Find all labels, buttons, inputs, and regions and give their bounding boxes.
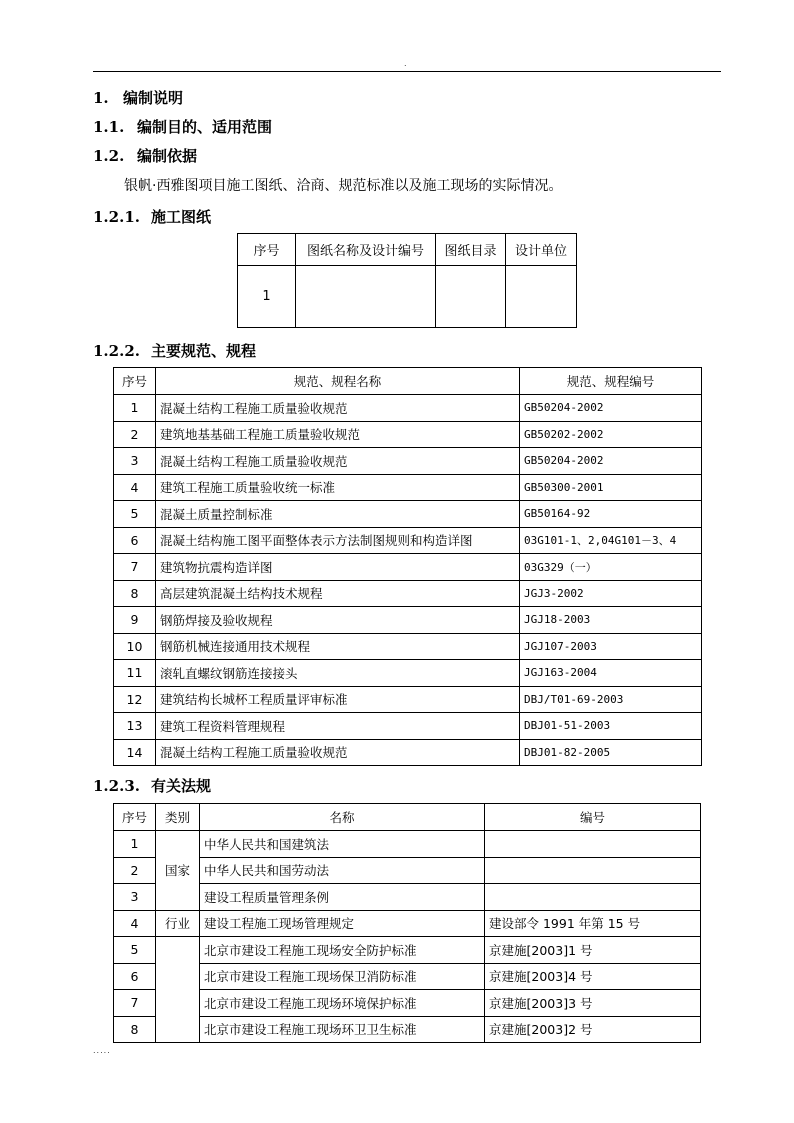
- cell-index: 3: [114, 884, 156, 911]
- cell-law-name: 北京市建设工程施工现场环境保护标准: [200, 990, 485, 1017]
- cell-standard-name: 混凝土结构工程施工质量验收规范: [156, 739, 520, 766]
- cell-index: 8: [114, 1016, 156, 1043]
- column-header: 规范、规程编号: [520, 368, 702, 395]
- table-row: [238, 266, 577, 328]
- table-row: [114, 963, 701, 990]
- table-row: [114, 395, 702, 422]
- laws-table: [113, 803, 701, 1043]
- cell-law-code: [485, 831, 701, 858]
- column-header: 设计单位: [506, 234, 577, 266]
- column-header: 名称: [200, 804, 485, 831]
- cell-standard-code: JGJ163-2004: [520, 660, 702, 687]
- cell-index: 1: [114, 831, 156, 858]
- cell-index: 1: [238, 266, 296, 328]
- cell-law-code: 京建施[2003]1 号: [485, 937, 701, 964]
- cell-drawing-catalog: [436, 266, 506, 328]
- cell-standard-name: 混凝土结构工程施工质量验收规范: [156, 395, 520, 422]
- table-row: [114, 1016, 701, 1043]
- heading-1: [93, 87, 183, 108]
- table-header-row: [114, 368, 702, 395]
- heading-number: 1.2.2.: [93, 342, 140, 360]
- cell-index: 7: [114, 554, 156, 581]
- cell-standard-name: 钢筋机械连接通用技术规程: [156, 633, 520, 660]
- cell-index: 1: [114, 395, 156, 422]
- table-row: [114, 686, 702, 713]
- cell-standard-name: 钢筋焊接及验收规程: [156, 607, 520, 634]
- heading-text: 施工图纸: [151, 208, 212, 226]
- heading-text: 编制说明: [123, 89, 184, 107]
- table-row: [114, 884, 701, 911]
- header-dot: .: [404, 59, 407, 68]
- table-row: [114, 580, 702, 607]
- cell-category-local: [156, 937, 200, 1043]
- cell-standard-code: DBJ/T01-69-2003: [520, 686, 702, 713]
- heading-1-2-1: [93, 206, 211, 227]
- cell-index: 4: [114, 910, 156, 937]
- cell-index: 14: [114, 739, 156, 766]
- cell-index: 2: [114, 857, 156, 884]
- heading-number: 1.2.: [93, 147, 125, 165]
- cell-index: 9: [114, 607, 156, 634]
- cell-law-name: 建设工程质量管理条例: [200, 884, 485, 911]
- cell-design-unit: [506, 266, 577, 328]
- cell-index: 5: [114, 501, 156, 528]
- column-header: 类别: [156, 804, 200, 831]
- table-row: [114, 421, 702, 448]
- footer-dots: .....: [93, 1046, 111, 1055]
- heading-text: 主要规范、规程: [151, 342, 257, 360]
- cell-law-name: 中华人民共和国建筑法: [200, 831, 485, 858]
- cell-index: 3: [114, 448, 156, 475]
- table-row: [114, 990, 701, 1017]
- table-row: [114, 937, 701, 964]
- table-row: [114, 660, 702, 687]
- cell-index: 7: [114, 990, 156, 1017]
- cell-law-name: 北京市建设工程施工现场环卫卫生标准: [200, 1016, 485, 1043]
- cell-standard-name: 建筑物抗震构造详图: [156, 554, 520, 581]
- cell-standard-code: GB50202-2002: [520, 421, 702, 448]
- cell-law-code: 京建施[2003]4 号: [485, 963, 701, 990]
- heading-1-2: [93, 145, 197, 166]
- cell-standard-code: DBJ01-51-2003: [520, 713, 702, 740]
- table-row: [114, 831, 701, 858]
- cell-index: 6: [114, 527, 156, 554]
- cell-law-code: 建设部令 1991 年第 15 号: [485, 910, 701, 937]
- table-row: [114, 857, 701, 884]
- cell-standard-code: 03G329（一）: [520, 554, 702, 581]
- cell-law-code: [485, 857, 701, 884]
- cell-standard-code: GB50204-2002: [520, 448, 702, 475]
- cell-index: 10: [114, 633, 156, 660]
- cell-law-code: [485, 884, 701, 911]
- cell-standard-code: GB50204-2002: [520, 395, 702, 422]
- header-rule: [93, 71, 721, 72]
- cell-law-name: 北京市建设工程施工现场安全防护标准: [200, 937, 485, 964]
- heading-1-2-3: [93, 775, 211, 796]
- cell-index: 5: [114, 937, 156, 964]
- cell-standard-name: 建筑地基基础工程施工质量验收规范: [156, 421, 520, 448]
- cell-index: 12: [114, 686, 156, 713]
- heading-text: 编制目的、适用范围: [137, 118, 273, 136]
- cell-law-name: 建设工程施工现场管理规定: [200, 910, 485, 937]
- cell-standard-code: GB50164-92: [520, 501, 702, 528]
- column-header: 规范、规程名称: [156, 368, 520, 395]
- heading-1-2-2: [93, 340, 256, 361]
- cell-standard-name: 建筑结构长城杯工程质量评审标准: [156, 686, 520, 713]
- cell-category-national: 国家: [156, 831, 200, 911]
- cell-standard-code: JGJ3-2002: [520, 580, 702, 607]
- heading-number: 1.2.3.: [93, 777, 140, 795]
- table-row: [114, 633, 702, 660]
- column-header: 序号: [238, 234, 296, 266]
- table-row: [114, 910, 701, 937]
- cell-standard-code: JGJ107-2003: [520, 633, 702, 660]
- basis-paragraph: 银帆·西雅图项目施工图纸、洽商、规范标准以及施工现场的实际情况。: [124, 178, 563, 194]
- table-header-row: [114, 804, 701, 831]
- cell-drawing-name: [296, 266, 436, 328]
- column-header: 序号: [114, 804, 156, 831]
- table-row: [114, 474, 702, 501]
- cell-index: 4: [114, 474, 156, 501]
- heading-text: 编制依据: [137, 147, 198, 165]
- column-header: 图纸名称及设计编号: [296, 234, 436, 266]
- cell-law-name: 北京市建设工程施工现场保卫消防标准: [200, 963, 485, 990]
- table-row: [114, 554, 702, 581]
- column-header: 序号: [114, 368, 156, 395]
- cell-standard-code: 03G101-1、2,04G101－3、4: [520, 527, 702, 554]
- table-row: [114, 713, 702, 740]
- cell-standard-code: GB50300-2001: [520, 474, 702, 501]
- table-header-row: [238, 234, 577, 266]
- cell-index: 8: [114, 580, 156, 607]
- cell-standard-name: 混凝土结构工程施工质量验收规范: [156, 448, 520, 475]
- table-row: [114, 527, 702, 554]
- cell-law-code: 京建施[2003]2 号: [485, 1016, 701, 1043]
- heading-number: 1.2.1.: [93, 208, 140, 226]
- table-row: [114, 607, 702, 634]
- table-row: [114, 448, 702, 475]
- column-header: 编号: [485, 804, 701, 831]
- cell-index: 2: [114, 421, 156, 448]
- cell-law-code: 京建施[2003]3 号: [485, 990, 701, 1017]
- cell-law-name: 中华人民共和国劳动法: [200, 857, 485, 884]
- cell-standard-name: 高层建筑混凝土结构技术规程: [156, 580, 520, 607]
- cell-standard-name: 滚轧直螺纹钢筋连接接头: [156, 660, 520, 687]
- cell-category-industry: 行业: [156, 910, 200, 937]
- standards-table: [113, 367, 702, 766]
- cell-standard-name: 建筑工程资料管理规程: [156, 713, 520, 740]
- cell-index: 13: [114, 713, 156, 740]
- heading-1-1: [93, 116, 272, 137]
- heading-text: 有关法规: [151, 777, 212, 795]
- heading-number: 1.: [93, 89, 109, 107]
- table-row: [114, 739, 702, 766]
- table-row: [114, 501, 702, 528]
- column-header: 图纸目录: [436, 234, 506, 266]
- cell-standard-code: DBJ01-82-2005: [520, 739, 702, 766]
- cell-standard-name: 混凝土质量控制标准: [156, 501, 520, 528]
- heading-number: 1.1.: [93, 118, 125, 136]
- cell-standard-name: 混凝土结构施工图平面整体表示方法制图规则和构造详图: [156, 527, 520, 554]
- cell-index: 6: [114, 963, 156, 990]
- cell-index: 11: [114, 660, 156, 687]
- cell-standard-name: 建筑工程施工质量验收统一标准: [156, 474, 520, 501]
- cell-standard-code: JGJ18-2003: [520, 607, 702, 634]
- drawings-table: [237, 233, 577, 328]
